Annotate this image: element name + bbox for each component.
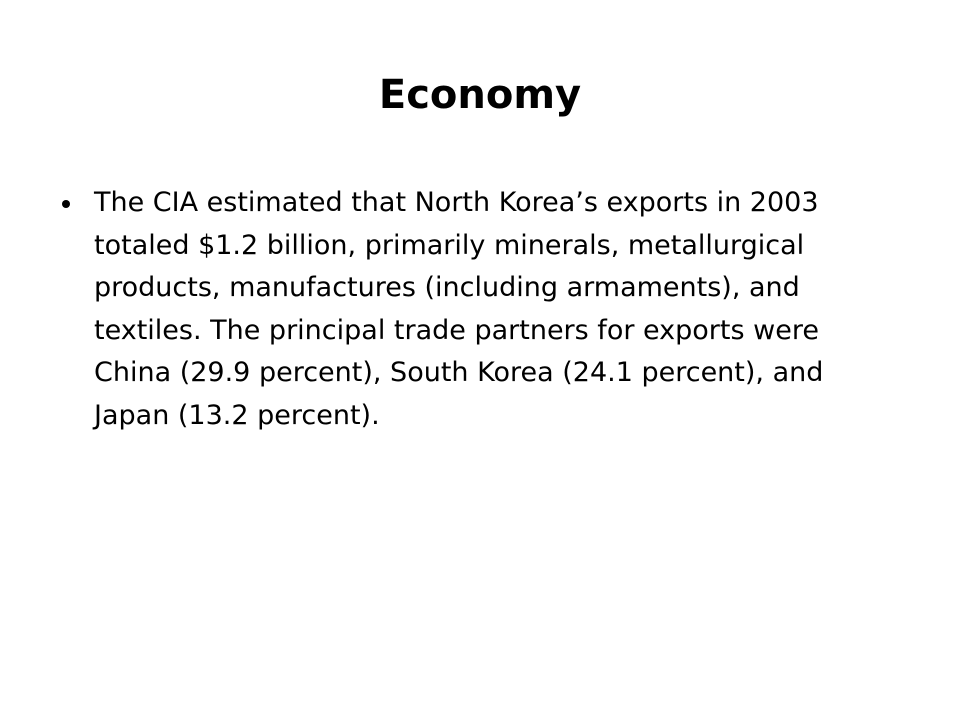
bullet-list — [54, 182, 854, 437]
bullet-text: The CIA estimated that North Korea’s exports in 2003 totaled $1.2 billion, primarily minerals, metallurgical products, manufactures (including armaments), and textiles. The principal trade partners for exports were China (29.9 percent), South Korea (24.1 percent), and Japan (13.2 percent). — [94, 187, 824, 431]
bullet-dot-icon — [62, 200, 70, 208]
bullet-item — [54, 182, 854, 437]
slide-title: Economy — [378, 72, 582, 118]
